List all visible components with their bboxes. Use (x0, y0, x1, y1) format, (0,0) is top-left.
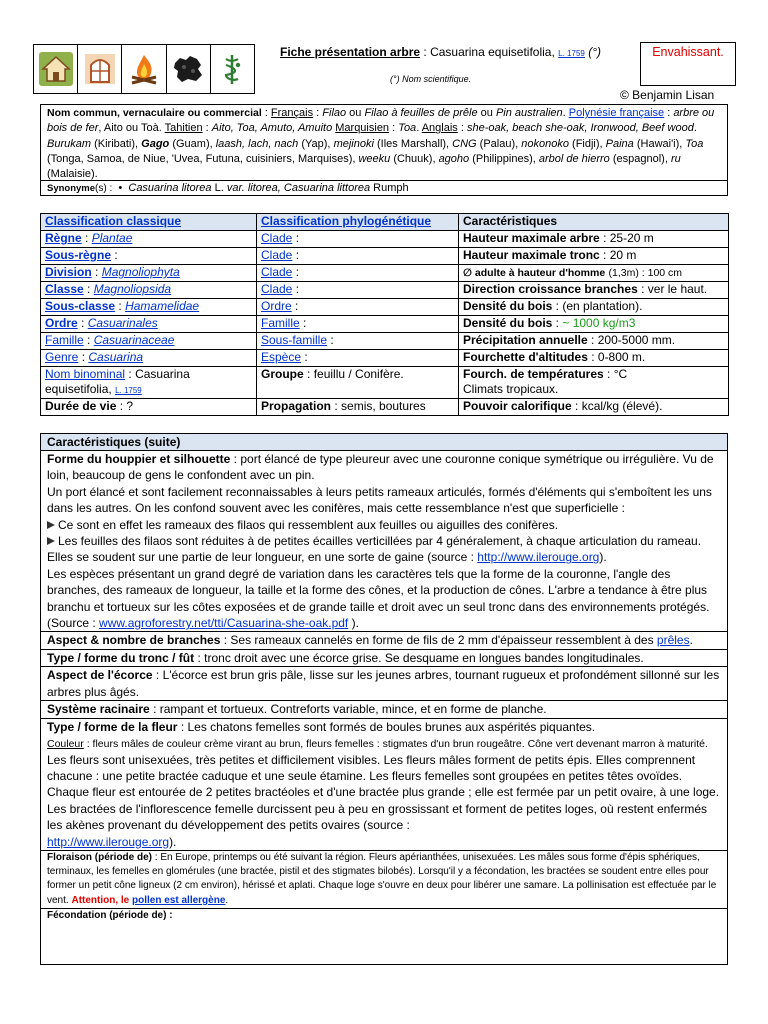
fleur-close: ). (169, 834, 177, 849)
phylo-rank-label[interactable]: Clade (261, 248, 293, 262)
syn-2: L. (211, 182, 227, 194)
region-pf-link[interactable]: Polynésie française (568, 107, 665, 119)
loc-palau: (Palau), (476, 137, 522, 150)
class-rank-label[interactable]: Division (45, 265, 92, 279)
page-title (280, 45, 601, 59)
section-aspect-branches: Aspect & nombre de branches : Ses rameaux cannelés en forme de fils de 2 mm d'épaisseur ressemblent à des prêles. (41, 631, 727, 648)
syn-suffix: (s) : (95, 183, 113, 194)
class-rank-value[interactable]: Casuarina (88, 350, 144, 364)
characteristic-label: Hauteur maximale arbre (463, 231, 600, 245)
forme-text-2: Un port élancé et sont facilement reconnaissables à leurs petits rameaux articulés, formés d'éléments qui s'emboîtent les uns dans les autres. On les confond souvent avec les conifères, mais cette ressemblance n'est que superficielle : (47, 484, 712, 516)
class-rank-label[interactable]: Famille (45, 333, 84, 347)
temp-note: Climats tropicaux. (463, 382, 559, 396)
house-icon[interactable] (34, 45, 78, 93)
table-row: Règne : Plantae Clade : Hauteur maximale arbre : 25-20 m (41, 231, 729, 248)
fleur-text-2: Les fleurs sont unisexuées, très petites et difficilement visibles. Les fleurs mâles forment de petits épis. Elles comprennent chacune : une petite bractée caduque et une seule étamine. Les fleurs femelles sont groupées en petites têtes ovoïdes. Chaque fleur est entourée de 2 petites bractéoles et d'une bractée plus grande ; elle est fermée par un petit ovaire, à une loge. Les bractées de l'inflorescence femelle durcissent peu à peu en grossissant et forment de petites loges, où restent enfermés les akènes provenant du développement des petits ovaires (source : (47, 752, 720, 833)
class-rank-value[interactable]: Casuarinaceae (93, 333, 175, 347)
table-row: Nom binominal : Casuarina equisetifolia, L. 1759 Groupe : feuillu / Conifère. Fourch. de températures : °C Climats tropicaux. (41, 367, 729, 399)
class-rank-label[interactable]: Genre (45, 350, 79, 364)
syn-bullet: • (118, 182, 123, 194)
name-paina: Paina (605, 137, 634, 150)
header-caracteristiques: Caractéristiques (459, 214, 729, 231)
characteristic-label: Hauteur maximale tronc (463, 248, 600, 262)
aspect-label: Aspect & nombre de branches (47, 633, 221, 648)
table-row: Famille : Casuarinaceae Sous-famille : Précipitation annuelle : 200-5000 mm. (41, 333, 729, 350)
phylo-rank-label[interactable]: Espèce (261, 350, 302, 364)
loc-kiribati: (Kiribati), (91, 137, 142, 150)
phylo-rank-label[interactable]: Clade (261, 282, 293, 296)
name-cng: CNG (452, 137, 477, 150)
campfire-icon[interactable] (122, 45, 166, 93)
status-badge: Envahissant. (640, 42, 736, 86)
header-classique[interactable]: Classification classique (45, 214, 182, 228)
phylo-rank-label[interactable]: Clade (261, 231, 293, 245)
table-row: Sous-classe : Hamamelidae Ordre : Densité du bois : (en plantation). (41, 299, 729, 316)
table-row: Durée de vie : ? Propagation : semis, boutures Pouvoir calorifique : kcal/kg (élevé). (41, 399, 729, 416)
loc-tonga: (Tonga, Samoa, de Niue, 'Uvea, Futuna, cuisiniers, Marquises), (47, 152, 359, 165)
anglais-names: she-oak, beach she-oak, Ironwood, Beef wood (466, 122, 694, 135)
fr-ou-2: ou (477, 107, 496, 119)
characteristic-value: ~ 1000 kg/m3 (562, 316, 636, 330)
marquisien-name: Toa (398, 122, 417, 135)
forme-close-2: ). (351, 616, 359, 631)
fr-name-2: Filao à feuilles de prêle (364, 107, 478, 119)
fr-ou-1: ou (346, 107, 365, 119)
temp-label: Fourch. de températures (463, 367, 604, 381)
loc-fidji: (Fidji), (568, 137, 606, 150)
characteristic-label: ∅ adulte à hauteur d'homme (463, 267, 606, 279)
fleur-text: Les chatons femelles sont formés de boules brunes aux aspérités piquantes. (187, 719, 596, 734)
binomial-value: Casuarina equisetifolia, (45, 367, 190, 396)
section-fleur: Type / forme de la fleur : Les chatons femelles sont formés de boules brunes aux aspérités piquantes. Couleur : fleurs mâles de couleur crème virant au brun, fleurs femelles : stigmates d'un brun rougeâtre. Cône vert devenant marron à maturité. Les fleurs sont unisexuées, très petites et difficilement visibles. Les fleurs mâles forment de petits épis. Elles comprennent chacune : une petite bractée caduque et une seule étamine. Les fleurs femelles sont groupées en petites têtes ovoïdes. Chaque fleur est entourée de 2 petites bractéoles et d'une bractée plus grande ; elle est fermée par un petit ovaire, à une loge. Les bractées de l'inflorescence femelle durcissent peu à peu en grossissant et forment de petites loges, où restent enfermés les akènes provenant du développement des petits ovaires (source : http://www.ilerouge.org). (41, 718, 727, 850)
caduceus-icon[interactable] (211, 45, 254, 93)
header-icon-bar (33, 44, 255, 94)
prop-label: Propagation (261, 399, 332, 413)
classification-table (40, 213, 729, 416)
name-nokonoko: nokonoko (521, 137, 569, 150)
ecorce-label: Aspect de l'écorce (47, 668, 153, 683)
species-name: Casuarina equisetifolia, (430, 45, 555, 59)
loc-chuuk: (Chuuk), (390, 152, 439, 165)
characteristic-value: (1,3m) : 100 cm (608, 267, 683, 279)
phylo-rank-label[interactable]: Famille (261, 316, 300, 330)
prop-value: semis, boutures (341, 399, 426, 413)
section-forme: Forme du houppier et silhouette : port élancé de type pleureur avec une couronne conique symétrique ou irrégulière. Vu de loin, beaucoup de gens le confondent avec un pin. Un port élancé et sont facilement reconnaissables à leurs petits rameaux articulés, formés d'éléments qui s'emboîtent les uns dans les autres. On les confond souvent avec les conifères, mais cette ressemblance n'est que superficielle : Ce sont en effet les rameaux des filaos qui ressemblent aux feuilles ou aiguilles des conifères. Les feuilles des filaos sont réduites à de petites écailles verticillées par 4 généralement, à chaque articulation du rameau. Elles se soudent sur une partie de leur longueur, en une sorte de gaine (source : http://www.ilerouge.org). Les espèces présentant un grand degré de variation dans les caractères tels que la forme de la couronne, l'angle des branches, des rameaux de longueur, la taille et la forme des cônes, et la production de cônes. L'arbre a tendance à être plus branchu et tortueux sur les côtes exposées et de grande taille et droit avec un seul tronc dans des environnements protégés. (Source : www.agroforestry.net/tti/Casuarina-she-oak.pdf ). (41, 450, 727, 631)
binomial-label[interactable]: Nom binominal (45, 367, 126, 381)
duree-label: Durée de vie (45, 399, 117, 413)
title-sep: : (420, 45, 431, 59)
attention-text: Attention, le (71, 894, 130, 906)
lang-fr: Français (270, 107, 314, 119)
phylo-rank-label[interactable]: Ordre (261, 299, 292, 313)
name-weeku: weeku (358, 152, 391, 165)
syn-4: Rumph (370, 182, 409, 194)
pollen-link[interactable]: pollen est allergène (132, 894, 226, 906)
tahitien-names: Aito, Toa, Amuto, Amuito (211, 122, 333, 135)
fleur-label: Type / forme de la fleur (47, 719, 178, 734)
window-icon[interactable] (78, 45, 122, 93)
loc-malaisie: (Malaisie). (47, 168, 98, 181)
ecorce-text: L'écorce est brun gris pâle, lisse sur les jeunes arbres, tournant rugueux et profondément sillonné sur les arbres plus âgés. (47, 668, 720, 699)
pouvoir-label: Pouvoir calorifique (463, 399, 572, 413)
section-ecorce: Aspect de l'écorce : L'écorce est brun gris pâle, lisse sur les jeunes arbres, tournant rugueux et profondément sillonné sur les arbres plus âgés. (41, 666, 727, 700)
loc-phil: (Philippines), (469, 152, 539, 165)
class-rank-value[interactable]: Plantae (91, 231, 133, 245)
class-rank-value[interactable]: Magnoliopsida (93, 282, 172, 296)
pf-rest: , Aito ou Toà. (98, 122, 165, 135)
section-fecondation (41, 908, 727, 923)
copyright: © Benjamin Lisan (620, 88, 715, 102)
synonym-row (41, 180, 727, 196)
table-header-row (41, 214, 729, 231)
preles-link[interactable]: prêles (656, 633, 690, 648)
section-tronc: Type / forme du tronc / fût : tronc droit avec une écorce grise. Se desquame en longues bandes longitudinales. (41, 649, 727, 666)
characteristic-value: (en plantation). (562, 299, 643, 313)
characteristic-label: Fourchette d'altitudes (463, 350, 588, 364)
characteristic-value: 200-5000 mm. (597, 333, 676, 347)
characteristics-header: Caractéristiques (suite) (41, 434, 727, 450)
scientific-note: (°) Nom scientifique. (390, 74, 472, 84)
forme-bullet-2: Les feuilles des filaos sont réduites à de petites écailles verticillées par 4 généralement, à chaque articulation du rameau. Elles se soudent sur une partie de leur longueur, en une sorte de gaine (source : (47, 534, 702, 565)
binomial-author-link[interactable]: L. 1759 (115, 386, 142, 395)
tronc-label: Type / forme du tronc / fût (47, 650, 195, 665)
name-burukam: Burukam (47, 137, 92, 150)
racine-text: rampant et tortueux. Contreforts variable, mince, et en forme de planche. (159, 702, 547, 717)
syn-1: Casuarina litorea (128, 182, 212, 194)
pouvoir-value: kcal/kg (élevé). (581, 399, 663, 413)
loc-hawai: (Hawai'i), (633, 137, 686, 150)
name-laash: laash, lach, nach (215, 137, 299, 150)
forme-bullet-1: Ce sont en effet les rameaux des filaos qui ressemblent aux feuilles ou aiguilles des conifères. (58, 517, 559, 532)
characteristic-value: ver le haut. (647, 282, 708, 296)
characteristic-label: Densité du bois (463, 316, 553, 330)
table-row: Classe : Magnoliopsida Clade : Direction croissance branches : ver le haut. (41, 282, 729, 299)
temp-value: °C (613, 367, 628, 381)
phylo-rank-label[interactable]: Sous-famille (261, 333, 328, 347)
couleur-text: fleurs mâles de couleur crème virant au brun, fleurs femelles : stigmates d'un brun rougeâtre. Cône vert devenant marron à maturité. (92, 737, 708, 750)
loc-yap: (Yap), (298, 137, 334, 150)
aspect-text: Ses rameaux cannelés en forme de fils de 2 mm d'épaisseur ressemblent à des (230, 633, 654, 648)
agroforestry-link[interactable]: www.agroforestry.net/tti/Casuarina-she-oak.pdf (99, 616, 349, 631)
fecondation-label: Fécondation (période de) : (47, 909, 173, 921)
loc-espagnol: (espagnol), (609, 152, 671, 165)
forme-close-1: ). (599, 550, 607, 565)
bullet-arrow-icon (47, 537, 55, 545)
ilerouge-link-1[interactable]: http://www.ilerouge.org (477, 550, 600, 565)
class-rank-label[interactable]: Classe (45, 282, 84, 296)
pf-name: arbre ou bois de fer (47, 107, 715, 135)
lang-marquisien: Marquisien (335, 122, 390, 135)
common-names-text: Nom commun, vernaculaire ou commercial : Français : Filao ou Filao à feuilles de prêle ou Pin australien. Polynésie française : arbre ou bois de fer, Aito ou Toà. Tahitien : Aito, Toa, Amuto, Amuito Marquisien : Toa. Anglais : she-oak, beach she-oak, Ironwood, Beef wood. Burukam (Kiribati), Gago (Guam), laash, lach, nach (Yap), mejinoki (Iles Marshall), CNG (Palau), nokonoko (Fidji), Paina (Hawai'i), Toa (Tonga, Samoa, de Niue, 'Uvea, Futuna, cuisiniers, Marquises), weeku (Chuuk), agoho (Philippines), arbol de hierro (espagnol), ru (Malaisie). (47, 107, 715, 181)
title-label: Fiche présentation arbre (280, 45, 421, 59)
header-phylogenetique[interactable]: Classification phylogénétique (261, 214, 432, 228)
lang-tahitien: Tahitien (164, 122, 203, 135)
section-floraison: Floraison (période de) : En Europe, printemps ou été suivant la région. Fleurs apérianthées, unisexuées. Les mâles sous forme d'épis sphériques, terminaux, les femelles en glomérules (une bractée, pistil et des stigmates bilobés). Lorsqu'il y a fécondation, les bractées se soudent entre elles pour former un petit cône ligneux (2 cm environ), hérissé et aplati. Chaque loge s'ouvre en deux pour libérer une samare. La pollinisation est effectuée par le vent. Attention, le pollen est allergène. (41, 850, 727, 908)
characteristic-label: Direction croissance branches (463, 282, 638, 296)
forme-label: Forme du houppier et silhouette (47, 452, 231, 466)
table-row: Ordre : Casuarinales Famille : Densité du bois : ~ 1000 kg/m3 (41, 316, 729, 333)
table-row: Division : Magnoliophyta Clade : ∅ adulte à hauteur d'homme (1,3m) : 100 cm (41, 265, 729, 282)
groupe-label: Groupe (261, 367, 304, 381)
name-gago: Gago (141, 137, 170, 150)
syn-label: Synonyme (47, 183, 96, 194)
names-sep: : (261, 107, 271, 119)
characteristic-value: 20 m (609, 248, 637, 262)
table-row: Sous-règne : Clade : Hauteur maximale tronc : 20 m (41, 248, 729, 265)
forme-text-3: Les espèces présentant un grand degré de variation dans les caractères tels que la forme de la couronne, l'angle des branches, des rameaux de longueur, la taille et la forme des cônes, et la production de cônes. L'arbre a tendance à être plus branchu et tortueux sur les côtes exposées et de grande taille et droit avec un seul tronc dans des environnements protégés. (Source : (47, 566, 710, 631)
pollen-end: . (225, 894, 229, 906)
fr-name-3: Pin australien (495, 107, 563, 119)
characteristic-label: Précipitation annuelle (463, 333, 588, 347)
name-arbol: arbol de hierro (538, 152, 610, 165)
class-rank-label[interactable]: Sous-règne (45, 248, 112, 262)
floraison-text: En Europe, printemps ou été suivant la région. Fleurs apérianthées, unisexuées. Les mâles sous forme d'épis sphériques, terminaux, les femelles en glomérules (une bractée, pistil et des stigmates bilobés). Lorsqu'il y a fécondation, les bractées se soudent entre elles pour former un petit cône ligneux (2 cm environ), hérissé et aplati. Chaque loge s'ouvre en deux pour libérer une samare. La pollinisation est effectuée par le vent. (47, 851, 717, 906)
loc-marshall: (Iles Marshall), (373, 137, 453, 150)
syn-3: var. litorea, Casuarina littorea (226, 182, 371, 194)
author-link[interactable]: L. 1759 (558, 49, 585, 58)
name-toa: Toa (685, 137, 704, 150)
characteristic-value: 25-20 m (609, 231, 654, 245)
ilerouge-link-2[interactable]: http://www.ilerouge.org (47, 834, 170, 849)
common-names-box (40, 104, 728, 196)
class-rank-value[interactable]: Hamamelidae (125, 299, 200, 313)
characteristics-box (40, 433, 728, 965)
fr-name-1: Filao (322, 107, 347, 119)
class-rank-value[interactable]: Casuarinales (87, 316, 158, 330)
aspect-end: . (689, 633, 693, 648)
map-icon[interactable] (167, 45, 211, 93)
table-row: Genre : Casuarina Espèce : Fourchette d'altitudes : 0-800 m. (41, 350, 729, 367)
names-label: Nom commun, vernaculaire ou commercial (47, 107, 262, 119)
duree-value: ? (126, 399, 134, 413)
class-rank-label[interactable]: Règne (45, 231, 82, 245)
characteristic-label: Densité du bois (463, 299, 553, 313)
racine-label: Système racinaire (47, 702, 150, 717)
name-mejinoki: mejinoki (333, 137, 374, 150)
floraison-label: Floraison (période de) (47, 851, 153, 863)
couleur-label: Couleur (47, 737, 84, 750)
note-marker: (°) (584, 45, 601, 59)
name-ru: ru (670, 152, 681, 165)
section-racine: Système racinaire : rampant et tortueux. Contreforts variable, mince, et en forme de planche. (41, 700, 727, 717)
name-agoho: agoho (438, 152, 470, 165)
loc-guam: (Guam), (169, 137, 216, 150)
phylo-rank-label[interactable]: Clade (261, 265, 293, 279)
bullet-arrow-icon (47, 521, 55, 529)
groupe-value: feuillu / Conifère. (313, 367, 404, 381)
class-rank-value[interactable]: Magnoliophyta (101, 265, 180, 279)
class-rank-label[interactable]: Ordre (45, 316, 78, 330)
class-rank-label[interactable]: Sous-classe (45, 299, 116, 313)
forme-text-1: port élancé de type pleureur avec une couronne conique symétrique ou irrégulière. Vu de loin, beaucoup de gens le confondent avec un pin. (47, 452, 714, 483)
tronc-text: tronc droit avec une écorce grise. Se desquame en longues bandes longitudinales. (204, 650, 644, 665)
characteristic-value: 0-800 m. (597, 350, 646, 364)
lang-anglais: Anglais (421, 122, 458, 135)
